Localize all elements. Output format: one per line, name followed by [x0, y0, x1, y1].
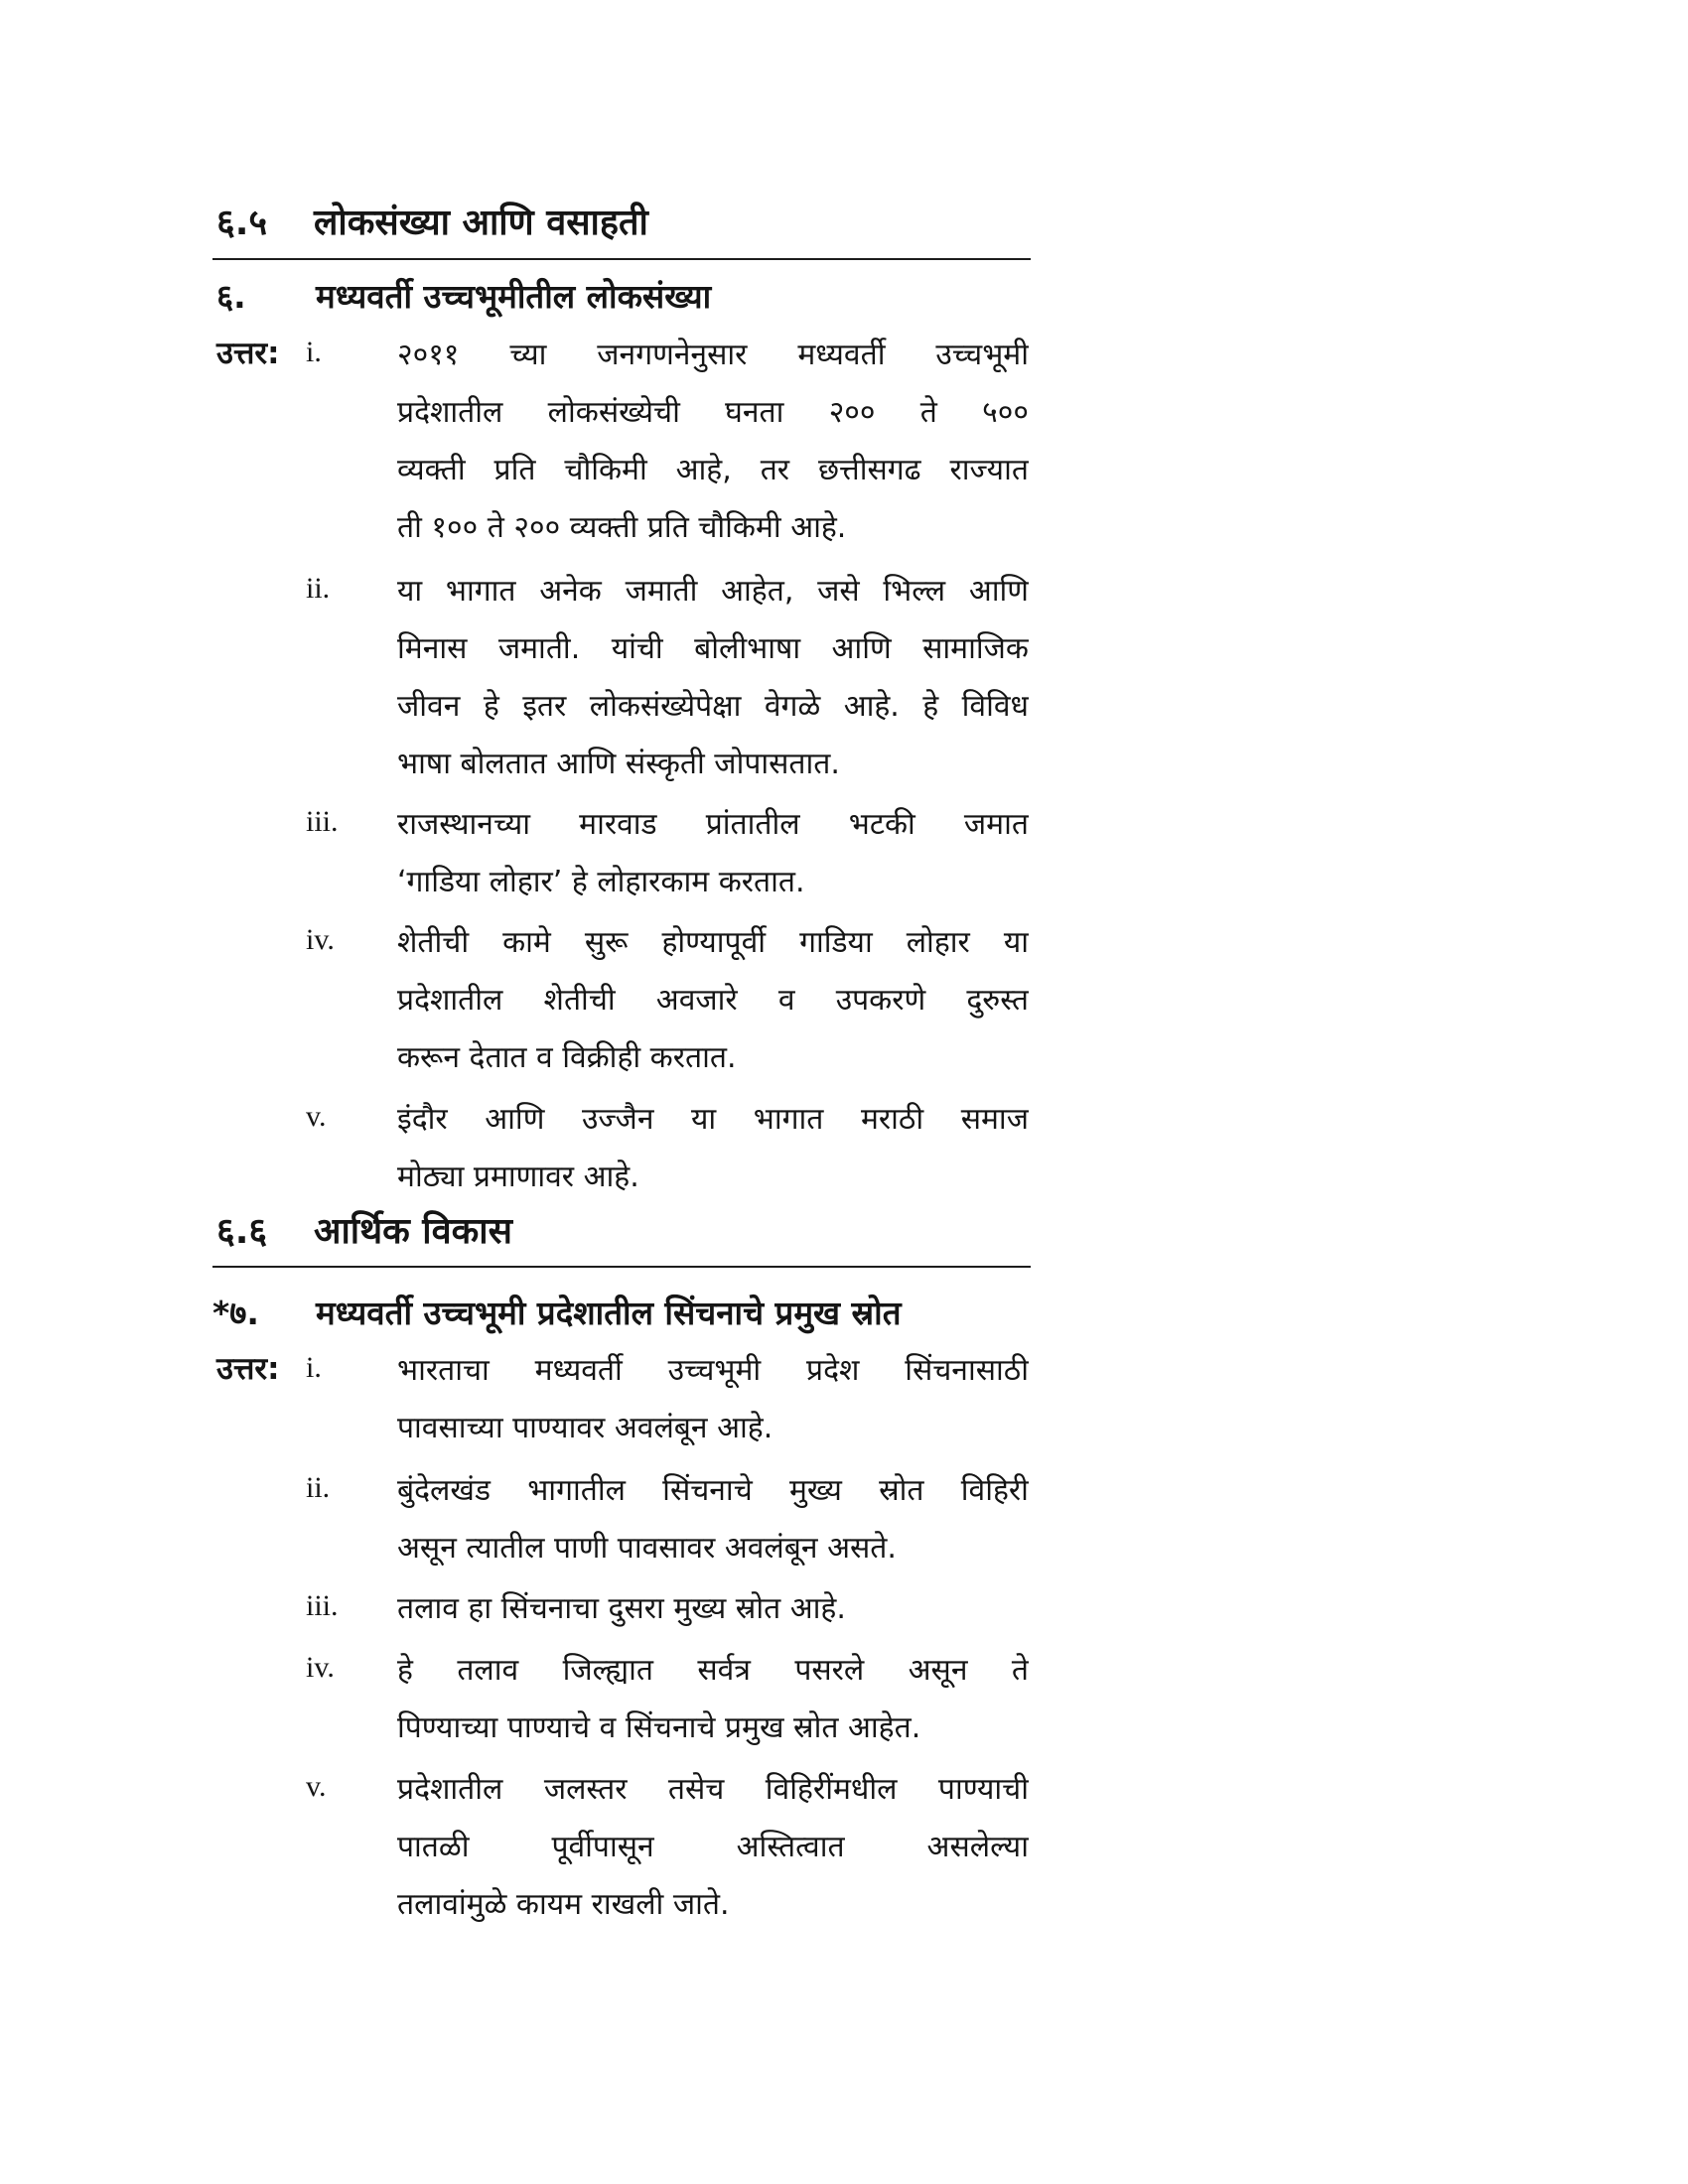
answer-line: तलाव हा सिंचनाचा दुसरा मुख्य स्रोत आहे.	[397, 1590, 846, 1626]
answer-line: प्रदेशातील शेतीची अवजारे व उपकरणे दुरुस्त	[397, 982, 1029, 1018]
question-number: ६.	[216, 276, 246, 316]
section-divider	[212, 258, 1031, 260]
point-marker: iii.	[306, 805, 339, 838]
answer-line: असून त्यातील पाणी पावसावर अवलंबून असते.	[397, 1530, 897, 1566]
answer-label: उत्तर:	[216, 336, 280, 371]
answer-line: तलावांमुळे कायम राखली जाते.	[397, 1886, 730, 1922]
answer-line: मोठ्या प्रमाणावर आहे.	[397, 1159, 639, 1194]
point-marker: iv.	[306, 1651, 335, 1684]
answer-line: बुंदेलखंड भागातील सिंचनाचे मुख्य स्रोत विहिरी	[397, 1472, 1029, 1508]
answer-line: इंदौर आणि उज्जैन या भागात मराठी समाज	[397, 1101, 1029, 1137]
section-number: ६.५	[216, 202, 268, 243]
section-heading-6-6	[216, 1204, 1031, 1254]
answer-line: हे तलाव जिल्ह्यात सर्वत्र पसरले असून ते	[397, 1652, 1029, 1688]
point-marker: v.	[306, 1770, 327, 1803]
answer-line: या भागात अनेक जमाती आहेत, जसे भिल्ल आणि	[397, 573, 1029, 609]
answer-line: राजस्थानच्या मारवाड प्रांतातील भटकी जमात	[397, 806, 1029, 842]
answer-line: पातळी पूर्वीपासून अस्तित्वात असलेल्या	[397, 1829, 1029, 1864]
answer-line: करून देतात व विक्रीही करतात.	[397, 1039, 737, 1075]
question-heading-7	[212, 1287, 902, 1336]
point-marker: i.	[306, 1351, 322, 1384]
answer-line: प्रदेशातील जलस्तर तसेच विहिरींमधील पाण्याची	[397, 1771, 1029, 1807]
answer-line: २०११ च्या जनगणनेनुसार मध्यवर्ती उच्चभूमी	[397, 337, 1029, 372]
answer-line: पिण्याच्या पाण्याचे व सिंचनाचे प्रमुख स्रोत आहेत.	[397, 1709, 921, 1745]
section-title: आर्थिक विकास	[314, 1210, 512, 1252]
section-number: ६.६	[216, 1210, 268, 1252]
point-marker: iii.	[306, 1589, 339, 1622]
answer-line: भाषा बोलतात आणि संस्कृती जोपासतात.	[397, 746, 840, 781]
question-number: *७.	[212, 1293, 259, 1332]
point-marker: ii.	[306, 572, 331, 605]
answer-line: जीवन हे इतर लोकसंख्येपेक्षा वेगळे आहे. हे विविध	[397, 688, 1029, 724]
answer-line: शेतीची कामे सुरू होण्यापूर्वी गाडिया लोहार या	[397, 924, 1029, 960]
answer-line: ‘गाडिया लोहार’ हे लोहारकाम करतात.	[397, 864, 805, 899]
answer-line: मिनास जमाती. यांची बोलीभाषा आणि सामाजिक	[397, 630, 1029, 666]
section-heading-6-5	[216, 196, 1031, 245]
question-title: मध्यवर्ती उच्चभूमीतील लोकसंख्या	[316, 276, 712, 316]
section-title: लोकसंख्या आणि वसाहती	[314, 202, 648, 243]
answer-line: ती १०० ते २०० व्यक्ती प्रति चौकिमी आहे.	[397, 509, 847, 545]
section-divider	[212, 1266, 1031, 1268]
answer-line: भारताचा मध्यवर्ती उच्चभूमी प्रदेश सिंचनासाठी	[397, 1352, 1029, 1388]
point-marker: v.	[306, 1100, 327, 1133]
answer-line: व्यक्ती प्रति चौकिमी आहे, तर छत्तीसगढ राज्यात	[397, 452, 1029, 487]
point-marker: ii.	[306, 1471, 331, 1504]
point-marker: iv.	[306, 923, 335, 956]
answer-label: उत्तर:	[216, 1351, 280, 1387]
question-heading-6	[216, 270, 711, 320]
answer-line: प्रदेशातील लोकसंख्येची घनता २०० ते ५००	[397, 394, 1029, 430]
question-title: मध्यवर्ती उच्चभूमी प्रदेशातील सिंचनाचे प्रमुख स्रोत	[316, 1293, 902, 1332]
answer-line: पावसाच्या पाण्यावर अवलंबून आहे.	[397, 1410, 774, 1445]
point-marker: i.	[306, 336, 322, 368]
